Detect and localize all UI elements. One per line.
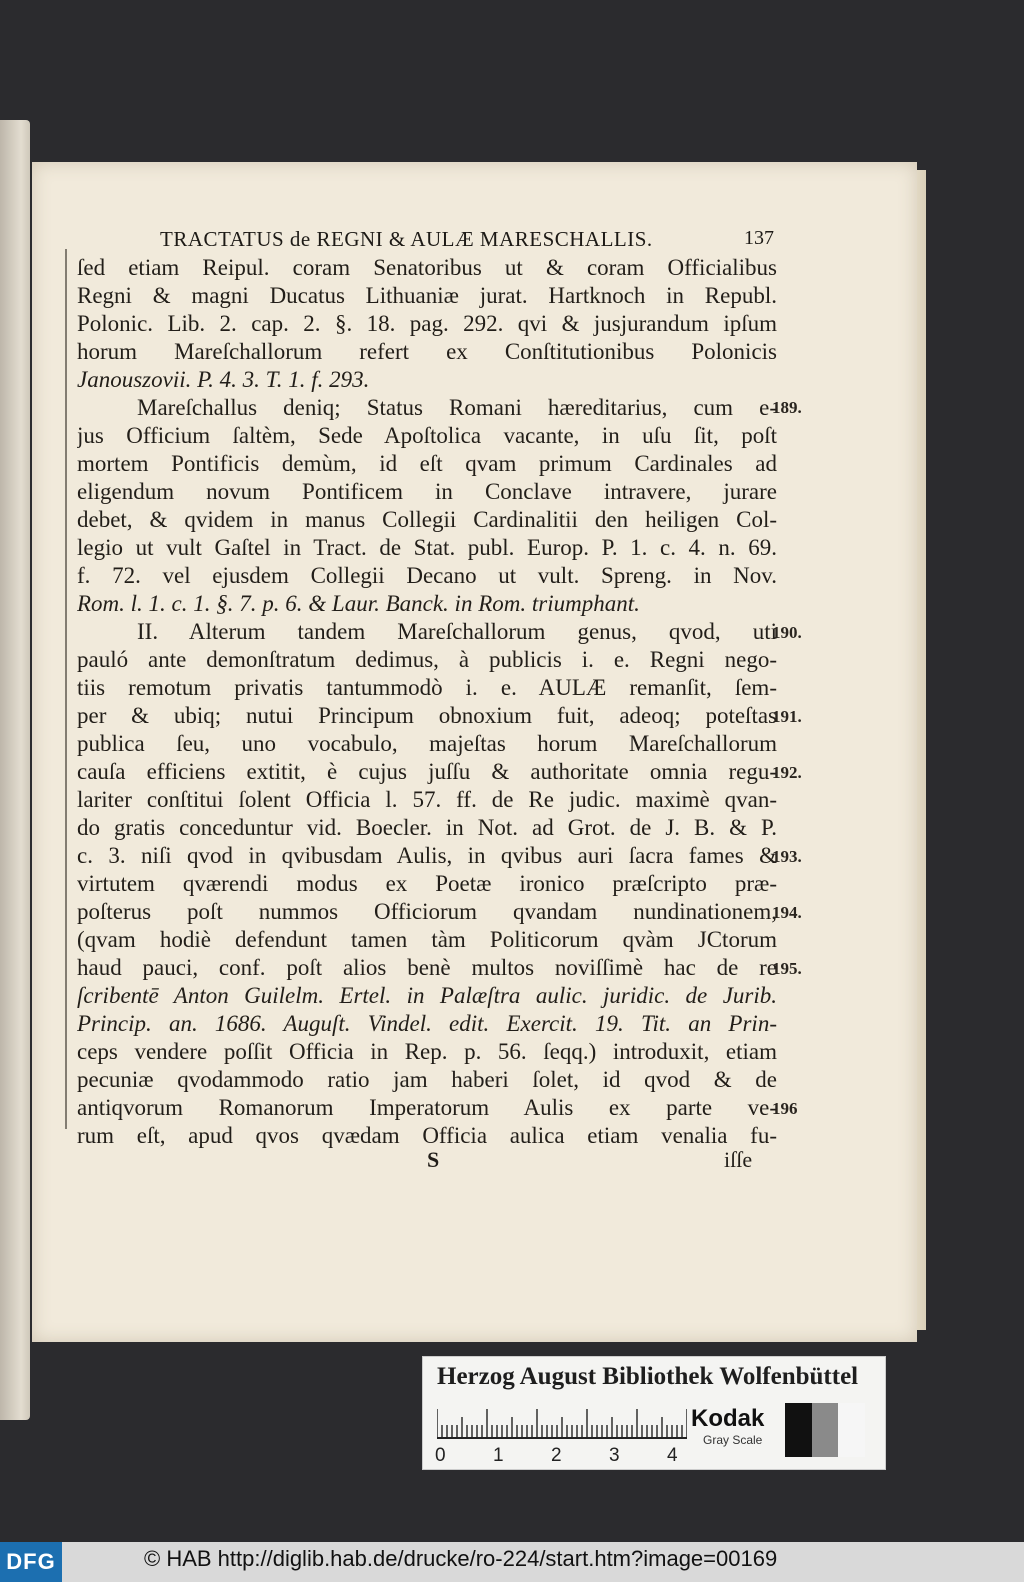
text-line: ſcribentē Anton Guilelm. Ertel. in Palæſtra aulic. juridic. de Jurib. [77,983,777,1008]
text-line: legio ut vult Gaſtel in Tract. de Stat. publ. Europ. P. 1. c. 4. n. 69. [77,535,777,560]
page-number: 137 [744,227,774,249]
running-head: TRACTATUS de REGNI & AULÆ MARESCHALLIS. [160,227,653,251]
text-line: haud pauci, conf. poſt alios benè multos noviſſimè hac de re [77,955,777,980]
text-line: f. 72. vel ejusdem Collegii Decano ut vult. Spreng. in Nov. [77,563,777,588]
scale-number: 1 [493,1445,504,1466]
text-line: pauló ante demonſtratum dedimus, à publicis i. e. Regni nego- [77,647,777,672]
margin-number: 191. [772,707,802,726]
text-line: II. Alterum tandem Mareſchallorum genus, qvod, uti [137,619,777,644]
dfg-logo: DFG [0,1542,62,1582]
text-line: lariter conſtitui ſolent Officia l. 57. ff. de Re judic. maximè qvan- [77,787,777,812]
text-line: ceps vendere poſſit Officia in Rep. p. 56. ſeqq.) introduxit, etiam [77,1039,777,1064]
book-page [32,162,917,1342]
text-line: c. 3. niſi qvod in qvibusdam Aulis, in qvibus auri ſacra fames & [77,843,777,868]
text-line: Polonic. Lib. 2. cap. 2. §. 18. pag. 292. qvi & jusjurandum ipſum [77,311,777,336]
text-line: pecuniæ qvodammodo ratio jam haberi ſolet, id qvod & de [77,1067,777,1092]
text-line: ſed etiam Reipul. coram Senatoribus ut & coram Officialibus [77,255,777,280]
gray-scale-label: Gray Scale [703,1433,763,1447]
margin-number: 195. [772,959,802,978]
text-line: Mareſchallus deniq; Status Romani hæreditarius, cum e- [137,395,777,420]
scale-number: 4 [667,1445,678,1466]
margin-number: 189. [772,398,802,417]
margin-number: 194. [772,903,802,922]
color-calibration-bar [422,1356,886,1470]
library-name: Herzog August Bibliothek Wolfenbüttel [437,1363,859,1390]
margin-number: 190. [772,623,802,642]
text-line: publica ſeu, uno vocabulo, majeſtas horum Mareſchallorum [77,731,777,756]
text-line: Rom. l. 1. c. 1. §. 7. p. 6. & Laur. Banck. in Rom. triumphant. [77,591,640,616]
text-line: antiqvorum Romanorum Imperatorum Aulis ex parte ve- [77,1095,777,1120]
text-line: eligendum novum Pontificem in Conclave intravere, jurare [77,479,777,504]
scale-number: 0 [435,1445,446,1466]
text-line: debet, & qvidem in manus Collegii Cardinalitii den heiligen Col- [77,507,777,532]
gray-patch [838,1403,865,1457]
catchword: iſſe [724,1147,753,1172]
ruler-scale [437,1407,687,1443]
margin-rule [65,249,67,1129]
gray-patch [812,1403,839,1457]
margin-number: 192. [772,763,802,782]
text-line: tiis remotum privatis tantummodò i. e. AULÆ remanſit, ſem- [77,675,777,700]
scale-number: 2 [551,1445,562,1466]
text-line: Janouszovii. P. 4. 3. T. 1. f. 293. [77,367,370,392]
text-line: virtutem qværendi modus ex Poetæ ironico præſcripto præ- [77,871,777,896]
text-line: jus Officium ſaltèm, Sede Apoſtolica vacante, in uſu ſit, poſt [77,423,777,448]
text-line: cauſa efficiens extitit, è cujus juſſu & authoritate omnia regu- [77,759,777,784]
margin-number: 193. [772,847,802,866]
text-line: per & ubiq; nutui Principum obnoxium fuit, adeoq; poteſtas [77,703,777,728]
footer-bar [0,1542,1024,1582]
text-line: horum Mareſchallorum refert ex Conſtitutionibus Polonicis [77,339,777,364]
signature-mark: S [427,1147,440,1172]
text-line: poſterus poſt nummos Officiorum qvandam nundinationem, [77,899,777,924]
text-line: Regni & magni Ducatus Lithuaniæ jurat. Hartknoch in Republ. [77,283,777,308]
text-line: Princip. an. 1686. Auguſt. Vindel. edit. Exercit. 19. Tit. an Prin- [77,1011,777,1036]
scale-number: 3 [609,1445,620,1466]
text-line: (qvam hodiè defendunt tamen tàm Politicorum qvàm JCtorum [77,927,777,952]
text-line: rum eſt, apud qvos qvædam Officia aulica etiam venalia fu- [77,1123,777,1148]
gray-patches [785,1403,865,1457]
margin-number: 196 [772,1099,798,1118]
gray-patch [785,1403,812,1457]
kodak-logo: Kodak [691,1405,765,1432]
text-block [77,254,777,1150]
facing-page-edge [0,120,30,1420]
text-line: mortem Pontificis demùm, id eſt qvam primum Cardinales ad [77,451,777,476]
copyright-text: © HAB http://diglib.hab.de/drucke/ro-224/start.htm?image=00169 [144,1546,778,1571]
text-line: do gratis conceduntur vid. Boecler. in Not. ad Grot. de J. B. & P. [77,815,777,840]
